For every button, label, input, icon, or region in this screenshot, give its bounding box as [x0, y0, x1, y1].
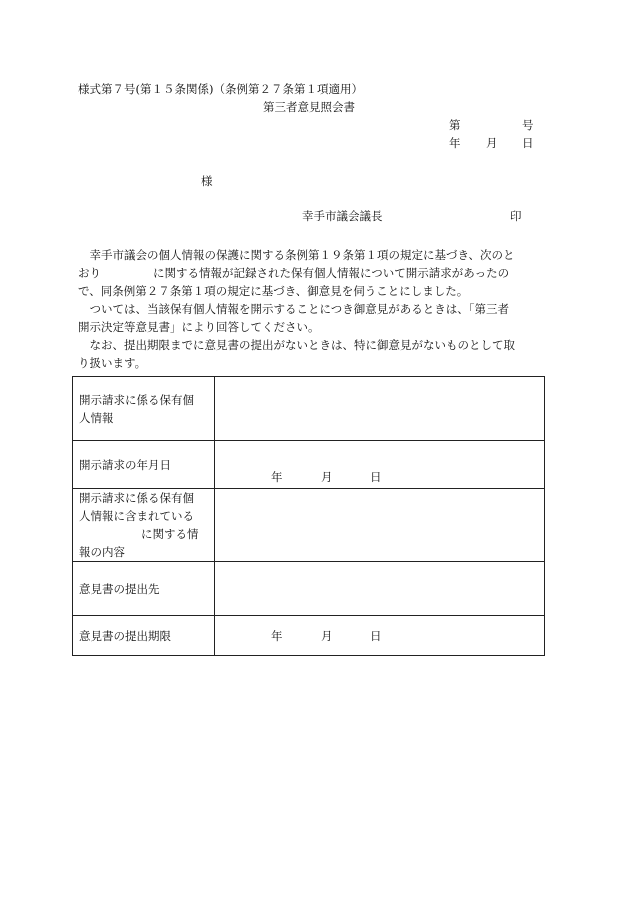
seal-mark: 印: [510, 209, 522, 223]
table-row: [73, 441, 545, 489]
document-title: 第三者意見照会書: [263, 100, 355, 114]
deadline-date-fields: [221, 627, 538, 645]
request-date-year: 年: [271, 470, 283, 484]
date-month: 月: [486, 136, 498, 150]
label-line: 開示請求に係る保有個: [79, 491, 194, 505]
value-requested-info[interactable]: [215, 377, 545, 441]
paragraph-1-line-2-b: に関する情報が記録された保有個人情報について開示請求があったの: [153, 266, 510, 280]
form-header: 様式第７号(第１５条関係)（条例第２７条第１項適用）: [78, 82, 363, 96]
request-date-month: 月: [321, 470, 333, 484]
label-info-content: [73, 489, 215, 562]
body-text: [78, 246, 550, 372]
label-line: 開示請求の年月日: [79, 457, 171, 472]
value-submission-destination[interactable]: [215, 562, 545, 616]
document-number-go: 号: [522, 118, 534, 132]
paragraph-1-line-1: 幸手市議会の個人情報の保護に関する条例第１９条第１項の規定に基づき、次のと: [89, 248, 515, 262]
table-row: [73, 489, 545, 562]
deadline-month: 月: [321, 628, 333, 643]
date-day: 日: [522, 136, 534, 150]
paragraph-3-line-1: なお、提出期限までに意見書の提出がないときは、特に御意見がないものとして取: [89, 338, 515, 352]
paragraph-3-line-2: り扱います。: [78, 356, 147, 370]
label-line: に関する情: [141, 527, 199, 541]
label-line: 人情報に含まれている: [79, 509, 194, 523]
value-request-date[interactable]: [215, 441, 545, 489]
addressee-suffix: 様: [201, 174, 213, 188]
deadline-year: 年: [271, 628, 283, 643]
label-requested-info: [73, 377, 215, 441]
table-row: [73, 377, 545, 441]
paragraph-1-line-2: [78, 264, 550, 282]
paragraph-1-line-2-a: おり: [78, 266, 101, 280]
deadline-day: 日: [370, 628, 382, 643]
paragraph-2-line-1: ついては、当該保有個人情報を開示することにつき御意見があるときは、「第三者: [89, 302, 510, 316]
value-info-content[interactable]: [215, 489, 545, 562]
request-date-fields: [221, 468, 538, 486]
sender-name: 幸手市議会議長: [302, 209, 383, 223]
request-date-day: 日: [370, 470, 382, 484]
label-request-date: [73, 441, 215, 489]
request-info-table: [72, 376, 545, 656]
date-year: 年: [449, 136, 461, 150]
label-submission-deadline: [73, 616, 215, 656]
label-line: 人情報: [79, 410, 114, 425]
paragraph-1-line-3: で、同条例第２７条第１項の規定に基づき、御意見を伺うことにしました。: [78, 284, 469, 298]
value-submission-deadline[interactable]: [215, 616, 545, 656]
label-submission-destination: [73, 562, 215, 616]
table-row: [73, 616, 545, 656]
label-line: 意見書の提出期限: [79, 628, 171, 643]
paragraph-2-line-2: 開示決定等意見書」により回答してください。: [78, 320, 320, 334]
label-line: 開示請求に係る保有個: [79, 392, 194, 407]
label-line: 意見書の提出先: [79, 581, 160, 596]
document-number-dai: 第: [449, 118, 461, 132]
label-line: 報の内容: [79, 545, 125, 559]
table-row: [73, 562, 545, 616]
